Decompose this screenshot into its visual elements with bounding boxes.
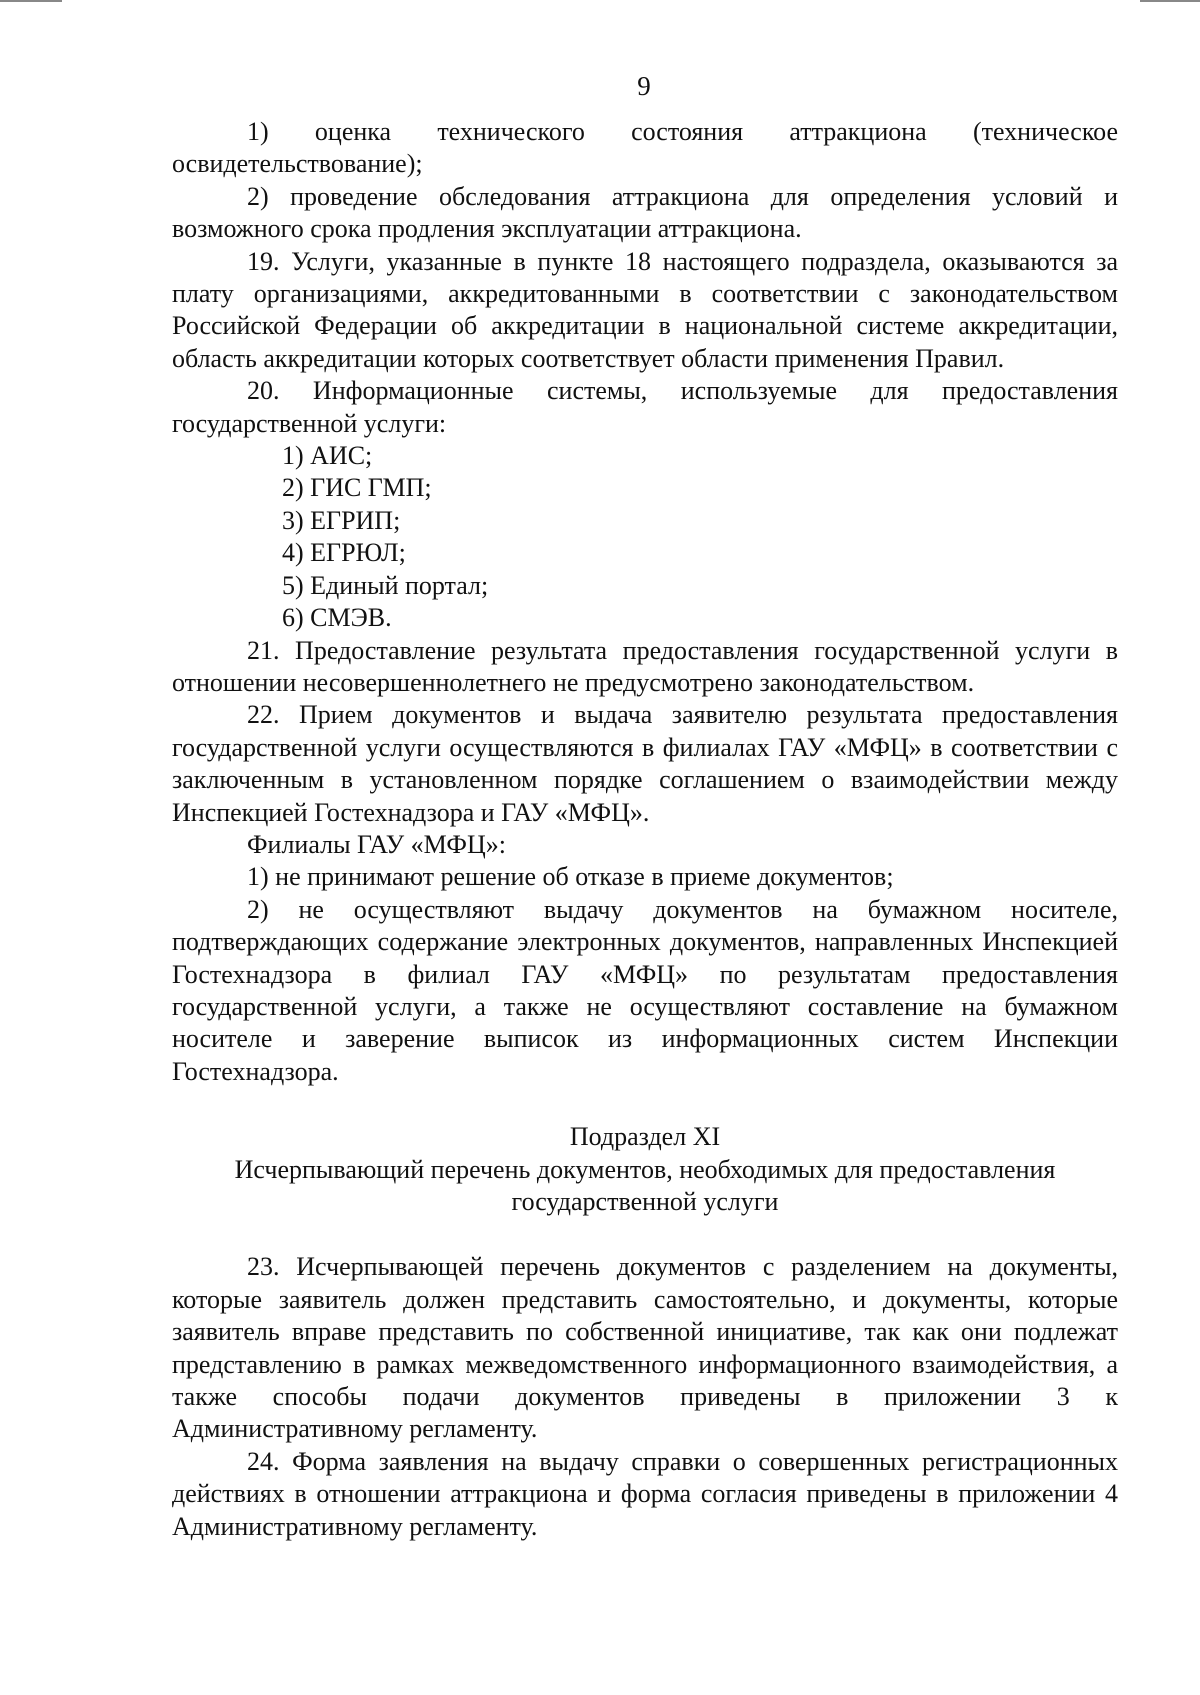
paragraph-item-19: 19. Услуги, указанные в пункте 18 настоящего подраздела, оказываются за плату организациями, аккредитованными в соответствии с законодательством Российской Федерации об аккредитации в национальной системе аккредитации, область аккредитации которых соответствует области применения Правил. xyxy=(172,246,1118,373)
list-item: 4) ЕГРЮЛ; xyxy=(282,538,406,568)
page-number: 9 xyxy=(637,71,651,101)
list-item: 1) АИС; xyxy=(282,441,373,471)
scan-artifact xyxy=(0,0,62,2)
subsection-label: Подраздел XI xyxy=(569,1122,721,1152)
paragraph-item-22: 22. Прием документов и выдача заявителю результата предоставления государственной услуги осуществляются в филиалах ГАУ «МФЦ» в соответствии с заключенным в установленном порядке соглашением о взаимодействии между Инспекцией Гостехнадзора и ГАУ «МФЦ». xyxy=(172,700,1118,827)
subsection-title-continued: государственной услуги xyxy=(511,1187,779,1216)
list-item: 2) ГИС ГМП; xyxy=(282,473,432,503)
list-item: 6) СМЭВ. xyxy=(282,603,392,633)
information-systems-list xyxy=(172,440,1118,634)
paragraph-item-21: 21. Предоставление результата предоставления государственной услуги в отношении несовершеннолетнего не предусмотрено законодательством. xyxy=(172,635,1118,697)
paragraph-item-23: 23. Исчерпывающей перечень документов с разделением на документы, которые заявитель должен представить самостоятельно, и документы, которые заявитель вправе представить по собственной инициативе, так как они подлежат представлению в рамках межведомственного информационного взаимодействия, а также способы подачи документов приведены в приложении 3 к Административному регламенту. xyxy=(172,1252,1118,1444)
paragraph: 1) оценка технического состояния аттракциона (техническое освидетельствование); xyxy=(172,117,1118,179)
subsection-title: Исчерпывающий перечень документов, необходимых для предоставления xyxy=(234,1154,1056,1184)
spacer xyxy=(172,1088,1118,1121)
scan-artifact xyxy=(1140,0,1200,2)
spacer xyxy=(172,1218,1118,1251)
paragraph-item-24: 24. Форма заявления на выдачу справки о совершенных регистрационных действиях в отношении аттракциона и форма согласия приведены в приложении 4 Административному регламенту. xyxy=(172,1446,1118,1541)
paragraph: Филиалы ГАУ «МФЦ»: xyxy=(247,829,506,859)
paragraph: 2) проведение обследования аттракциона для определения условий и возможного срока продления эксплуатации аттракциона. xyxy=(172,181,1118,244)
paragraph: 2) не осуществляют выдачу документов на бумажном носителе, подтверждающих содержание электронных документов, направленных Инспекцией Гостехнадзора в филиал ГАУ «МФЦ» по результатам предоставления государственной услуги, а также не осуществляют составление на бумажном носителе и заверение выписок из информационных систем Инспекции Гостехнадзора. xyxy=(172,894,1118,1086)
paragraph: 1) не принимают решение об отказе в приеме документов; xyxy=(247,862,894,892)
document-body xyxy=(172,116,1118,1543)
list-item: 5) Единый портал; xyxy=(282,570,489,600)
list-item: 3) ЕГРИП; xyxy=(282,505,401,535)
paragraph-item-20: 20. Информационные системы, используемые для предоставления государственной услуги: xyxy=(172,376,1118,438)
